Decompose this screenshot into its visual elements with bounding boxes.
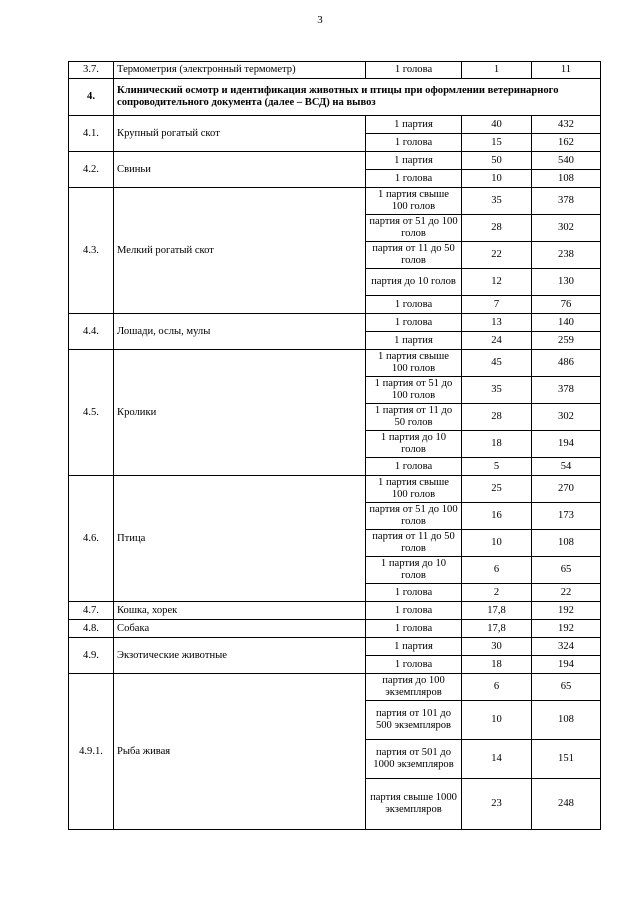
table-row bbox=[69, 152, 601, 170]
table-row bbox=[69, 188, 601, 215]
norm-cell: 10 bbox=[462, 170, 532, 188]
norm-cell: 7 bbox=[462, 296, 532, 314]
unit-cell: партия от 11 до 50 голов bbox=[366, 530, 462, 557]
price-cell: 486 bbox=[532, 350, 601, 377]
price-cell: 194 bbox=[532, 431, 601, 458]
norm-cell: 18 bbox=[462, 431, 532, 458]
item-name: Термометрия (электронный термометр) bbox=[114, 62, 366, 79]
norm-cell: 17,8 bbox=[462, 620, 532, 638]
price-cell: 65 bbox=[532, 674, 601, 701]
price-cell: 378 bbox=[532, 377, 601, 404]
table-row bbox=[69, 674, 601, 701]
item-name: Лошади, ослы, мулы bbox=[114, 314, 366, 350]
section-number: 4. bbox=[69, 79, 114, 116]
price-cell: 324 bbox=[532, 638, 601, 656]
item-number: 4.6. bbox=[69, 476, 114, 602]
unit-cell: партия от 51 до 100 голов bbox=[366, 503, 462, 530]
unit-cell: 1 голова bbox=[366, 134, 462, 152]
price-cell: 108 bbox=[532, 170, 601, 188]
price-cell: 76 bbox=[532, 296, 601, 314]
unit-cell: 1 голова bbox=[366, 170, 462, 188]
price-cell: 192 bbox=[532, 602, 601, 620]
price-cell: 270 bbox=[532, 476, 601, 503]
item-number: 4.1. bbox=[69, 116, 114, 152]
norm-cell: 17,8 bbox=[462, 602, 532, 620]
section-header-row bbox=[69, 79, 601, 116]
item-number: 4.2. bbox=[69, 152, 114, 188]
norm-cell: 2 bbox=[462, 584, 532, 602]
norm-cell: 28 bbox=[462, 215, 532, 242]
unit-cell: партия от 51 до 100 голов bbox=[366, 215, 462, 242]
norm-cell: 28 bbox=[462, 404, 532, 431]
norm-cell: 18 bbox=[462, 656, 532, 674]
price-cell: 108 bbox=[532, 530, 601, 557]
price-cell: 65 bbox=[532, 557, 601, 584]
table-row bbox=[69, 62, 601, 79]
unit-cell: 1 партия bbox=[366, 638, 462, 656]
norm-cell: 6 bbox=[462, 557, 532, 584]
norm-cell: 50 bbox=[462, 152, 532, 170]
price-cell: 108 bbox=[532, 701, 601, 740]
item-name: Свиньи bbox=[114, 152, 366, 188]
price-cell: 151 bbox=[532, 740, 601, 779]
norm-cell: 23 bbox=[462, 779, 532, 830]
price-cell: 378 bbox=[532, 188, 601, 215]
price-cell: 238 bbox=[532, 242, 601, 269]
unit-cell: партия от 101 до 500 экземпляров bbox=[366, 701, 462, 740]
price-cell: 11 bbox=[532, 62, 601, 79]
table-row bbox=[69, 476, 601, 503]
item-name: Рыба живая bbox=[114, 674, 366, 830]
unit-cell: партия до 100 экземпляров bbox=[366, 674, 462, 701]
unit-cell: 1 партия свыше 100 голов bbox=[366, 476, 462, 503]
norm-cell: 35 bbox=[462, 377, 532, 404]
norm-cell: 22 bbox=[462, 242, 532, 269]
table-row bbox=[69, 638, 601, 656]
item-number: 4.5. bbox=[69, 350, 114, 476]
unit-cell: 1 голова bbox=[366, 314, 462, 332]
norm-cell: 1 bbox=[462, 62, 532, 79]
item-name: Кролики bbox=[114, 350, 366, 476]
unit-cell: 1 голова bbox=[366, 62, 462, 79]
norm-cell: 14 bbox=[462, 740, 532, 779]
norm-cell: 15 bbox=[462, 134, 532, 152]
price-cell: 302 bbox=[532, 215, 601, 242]
norm-cell: 12 bbox=[462, 269, 532, 296]
norm-cell: 30 bbox=[462, 638, 532, 656]
price-cell: 259 bbox=[532, 332, 601, 350]
norm-cell: 13 bbox=[462, 314, 532, 332]
item-name: Кошка, хорек bbox=[114, 602, 366, 620]
price-cell: 130 bbox=[532, 269, 601, 296]
norm-cell: 5 bbox=[462, 458, 532, 476]
price-cell: 140 bbox=[532, 314, 601, 332]
price-cell: 194 bbox=[532, 656, 601, 674]
norm-cell: 6 bbox=[462, 674, 532, 701]
price-cell: 432 bbox=[532, 116, 601, 134]
unit-cell: 1 партия bbox=[366, 152, 462, 170]
norm-cell: 10 bbox=[462, 701, 532, 740]
table-row bbox=[69, 314, 601, 332]
unit-cell: 1 голова bbox=[366, 584, 462, 602]
item-name: Собака bbox=[114, 620, 366, 638]
price-cell: 192 bbox=[532, 620, 601, 638]
unit-cell: 1 голова bbox=[366, 620, 462, 638]
unit-cell: партия от 11 до 50 голов bbox=[366, 242, 462, 269]
norm-cell: 16 bbox=[462, 503, 532, 530]
norm-cell: 40 bbox=[462, 116, 532, 134]
unit-cell: 1 голова bbox=[366, 656, 462, 674]
item-name: Мелкий рогатый скот bbox=[114, 188, 366, 314]
norm-cell: 24 bbox=[462, 332, 532, 350]
unit-cell: 1 голова bbox=[366, 458, 462, 476]
table-row bbox=[69, 350, 601, 377]
unit-cell: партия свыше 1000 экземпляров bbox=[366, 779, 462, 830]
item-number: 4.4. bbox=[69, 314, 114, 350]
price-cell: 540 bbox=[532, 152, 601, 170]
item-number: 4.3. bbox=[69, 188, 114, 314]
unit-cell: 1 партия bbox=[366, 332, 462, 350]
unit-cell: 1 партия до 10 голов bbox=[366, 557, 462, 584]
price-cell: 248 bbox=[532, 779, 601, 830]
norm-cell: 10 bbox=[462, 530, 532, 557]
price-cell: 22 bbox=[532, 584, 601, 602]
unit-cell: 1 партия свыше 100 голов bbox=[366, 350, 462, 377]
item-number: 4.9. bbox=[69, 638, 114, 674]
norm-cell: 45 bbox=[462, 350, 532, 377]
unit-cell: 1 партия bbox=[366, 116, 462, 134]
unit-cell: 1 партия до 10 голов bbox=[366, 431, 462, 458]
item-number: 4.9.1. bbox=[69, 674, 114, 830]
unit-cell: партия до 10 голов bbox=[366, 269, 462, 296]
item-name: Экзотические животные bbox=[114, 638, 366, 674]
norm-cell: 25 bbox=[462, 476, 532, 503]
price-cell: 162 bbox=[532, 134, 601, 152]
table-row bbox=[69, 116, 601, 134]
norm-cell: 35 bbox=[462, 188, 532, 215]
unit-cell: 1 партия свыше 100 голов bbox=[366, 188, 462, 215]
table-row bbox=[69, 602, 601, 620]
price-cell: 54 bbox=[532, 458, 601, 476]
price-cell: 173 bbox=[532, 503, 601, 530]
item-name: Крупный рогатый скот bbox=[114, 116, 366, 152]
unit-cell: 1 партия от 11 до 50 голов bbox=[366, 404, 462, 431]
unit-cell: 1 голова bbox=[366, 602, 462, 620]
section-title: Клинический осмотр и идентификация животных и птицы при оформлении ветеринарного сопроводительного документа (далее – ВСД) на вывоз bbox=[114, 79, 601, 116]
item-number: 3.7. bbox=[69, 62, 114, 79]
item-number: 4.8. bbox=[69, 620, 114, 638]
unit-cell: партия от 501 до 1000 экземпляров bbox=[366, 740, 462, 779]
page-number: 3 bbox=[317, 14, 323, 26]
unit-cell: 1 голова bbox=[366, 296, 462, 314]
table-row bbox=[69, 620, 601, 638]
price-table bbox=[68, 61, 601, 830]
item-number: 4.7. bbox=[69, 602, 114, 620]
unit-cell: 1 партия от 51 до 100 голов bbox=[366, 377, 462, 404]
item-name: Птица bbox=[114, 476, 366, 602]
price-cell: 302 bbox=[532, 404, 601, 431]
